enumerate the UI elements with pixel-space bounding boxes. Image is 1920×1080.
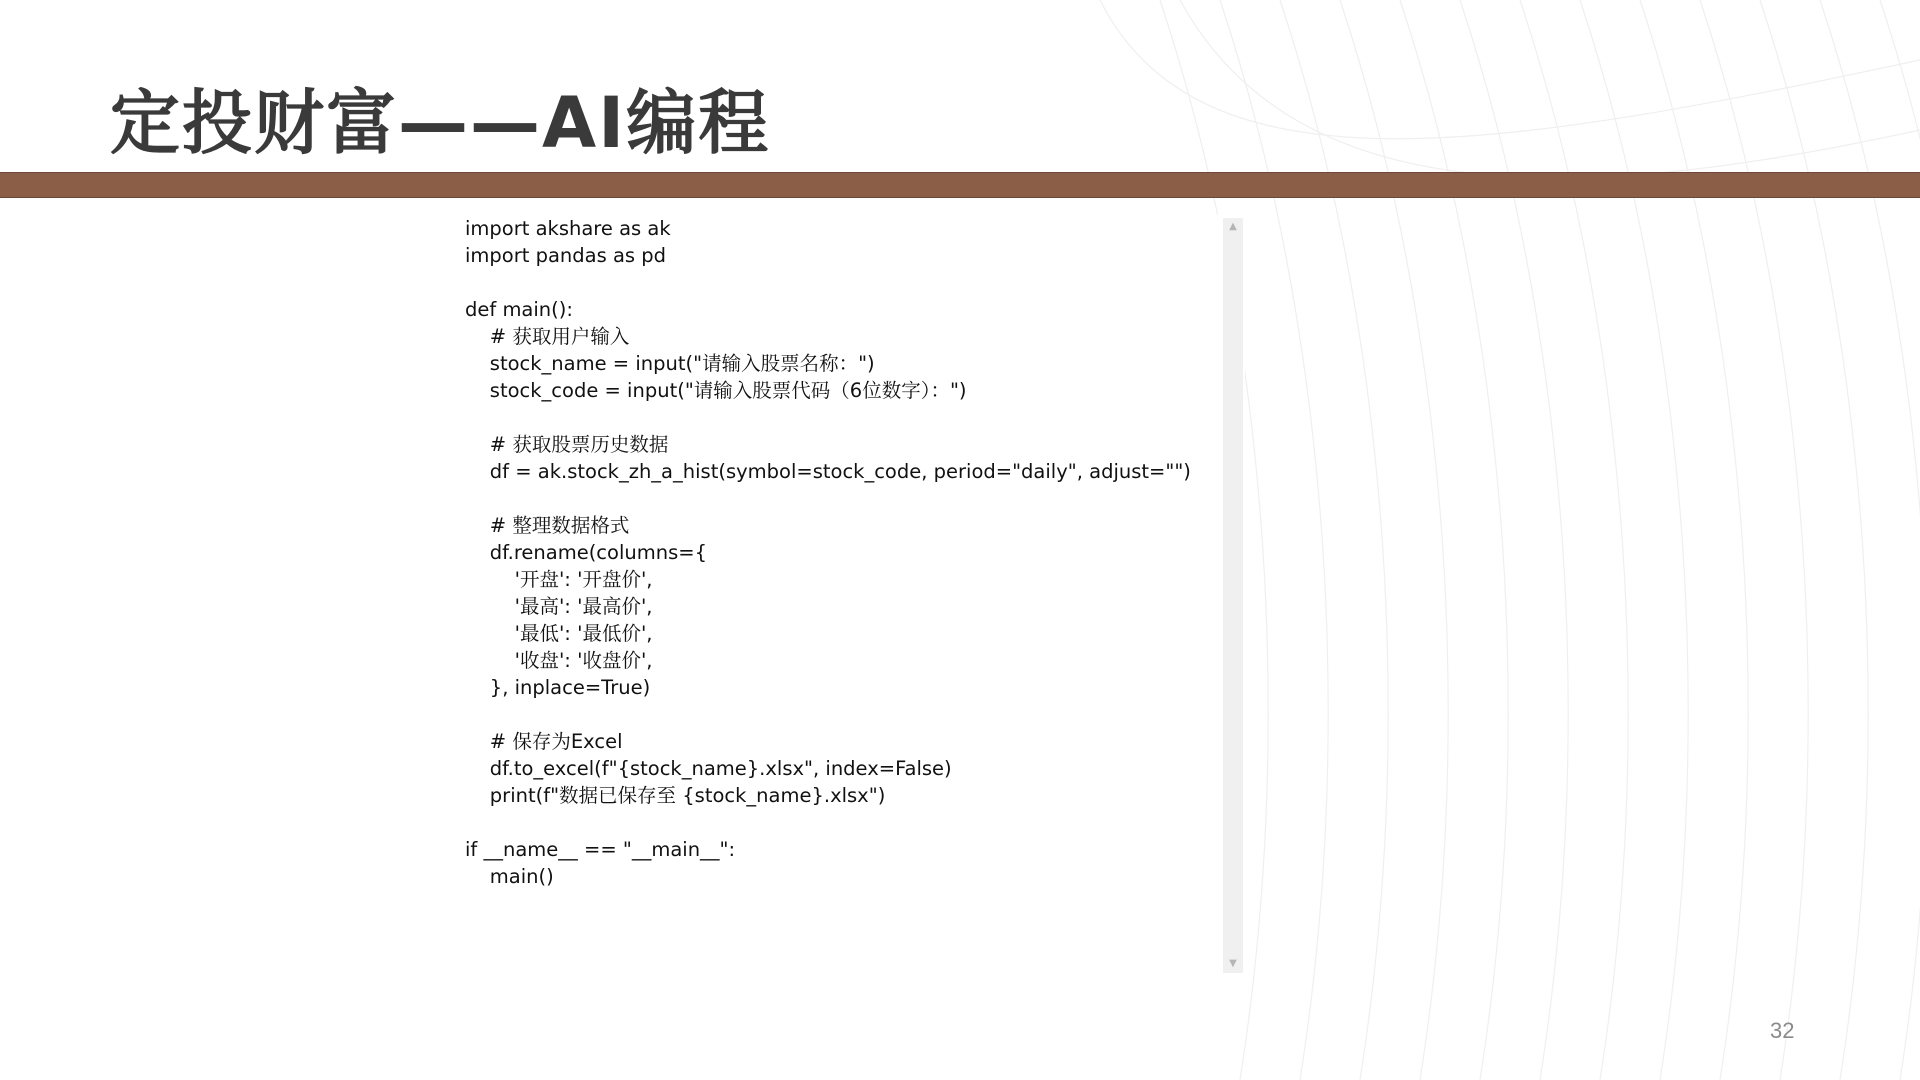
code-panel[interactable] bbox=[445, 215, 1245, 975]
vertical-scrollbar[interactable] bbox=[1223, 218, 1243, 973]
code-line: df.to_excel(f"{stock_name}.xlsx", index=False) bbox=[465, 757, 952, 780]
code-line: import pandas as pd bbox=[465, 244, 667, 267]
scroll-up-arrow-icon[interactable]: ▲ bbox=[1229, 221, 1237, 232]
code-line: # 整理数据格式 bbox=[465, 514, 630, 537]
code-line: '开盘': '开盘价', bbox=[465, 568, 653, 591]
code-line: '最高': '最高价', bbox=[465, 595, 653, 618]
code-line: stock_code = input("请输入股票代码（6位数字）：") bbox=[465, 379, 967, 402]
code-line: '最低': '最低价', bbox=[465, 622, 653, 645]
page-number: 32 bbox=[1770, 1018, 1795, 1043]
code-line: main() bbox=[465, 865, 554, 888]
code-text bbox=[465, 215, 1191, 890]
code-line: import akshare as ak bbox=[465, 217, 671, 240]
code-line bbox=[465, 404, 1191, 431]
code-line bbox=[465, 269, 1191, 296]
scroll-down-arrow-icon[interactable]: ▼ bbox=[1229, 958, 1237, 969]
code-line: df.rename(columns={ bbox=[465, 541, 707, 564]
code-line: print(f"数据已保存至 {stock_name}.xlsx") bbox=[465, 784, 886, 807]
code-line bbox=[465, 485, 1191, 512]
code-line: }, inplace=True) bbox=[465, 676, 651, 699]
code-line: # 获取股票历史数据 bbox=[465, 433, 669, 456]
code-line bbox=[465, 809, 1191, 836]
code-line: def main(): bbox=[465, 298, 573, 321]
code-line: # 获取用户输入 bbox=[465, 325, 630, 348]
code-line: df = ak.stock_zh_a_hist(symbol=stock_code, period="daily", adjust="") bbox=[465, 460, 1191, 483]
code-line: '收盘': '收盘价', bbox=[465, 649, 653, 672]
title-divider-bar bbox=[0, 172, 1920, 198]
slide-title: 定投财富——AI编程 bbox=[110, 82, 771, 164]
code-line: stock_name = input("请输入股票名称：") bbox=[465, 352, 875, 375]
code-line: # 保存为Excel bbox=[465, 730, 623, 753]
code-line: if __name__ == "__main__": bbox=[465, 838, 736, 861]
code-line bbox=[465, 701, 1191, 728]
